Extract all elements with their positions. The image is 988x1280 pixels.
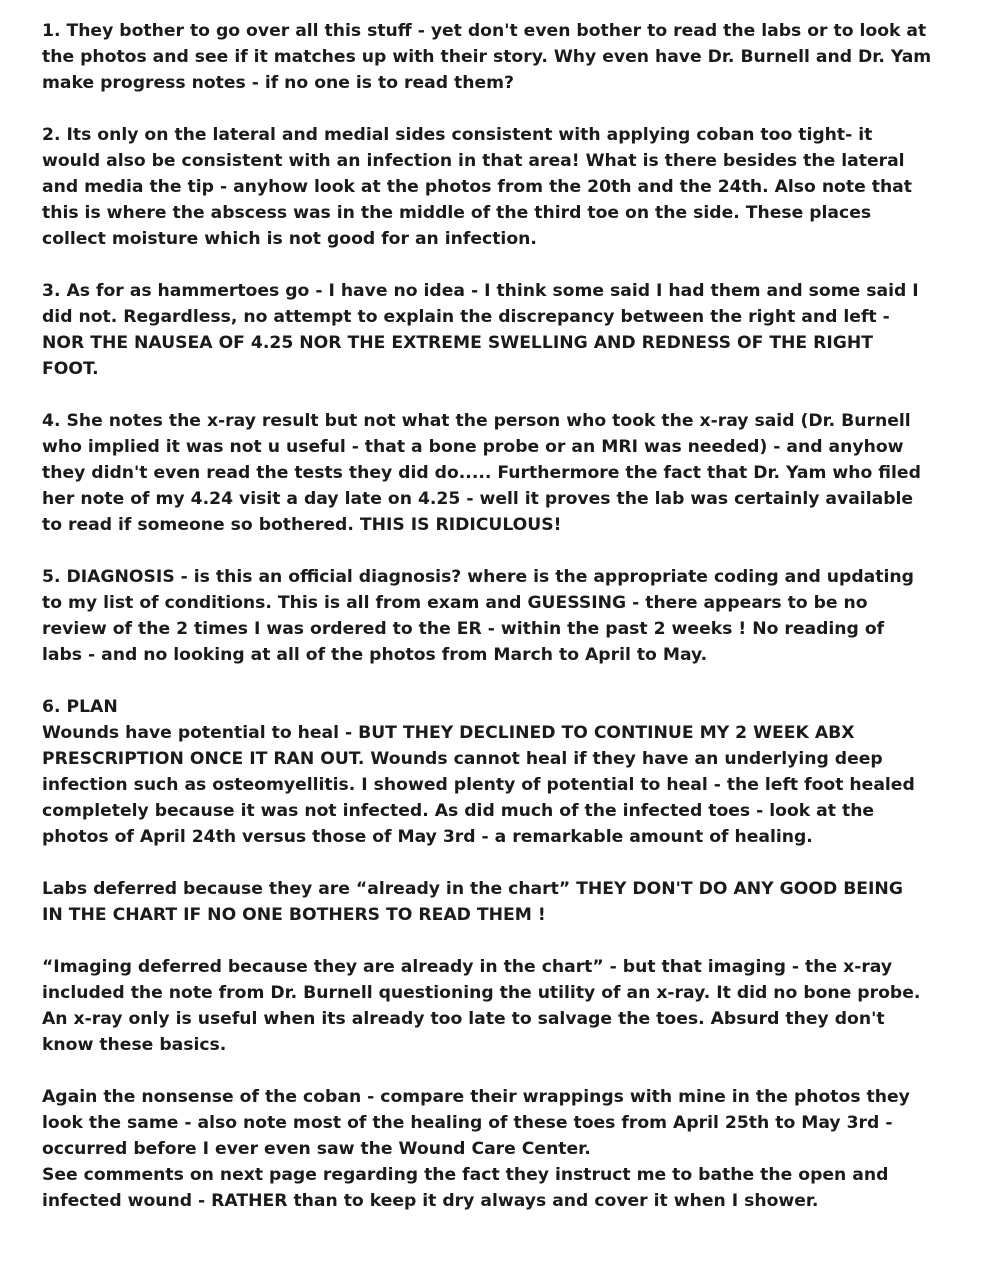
text-line: who implied it was not u useful - that a bone probe or an MRI was needed) - and anyhow [42,437,904,457]
text-line: infected wound - RATHER than to keep it dry always and cover it when I shower. [42,1191,819,1211]
text-line: occurred before I ever even saw the Wound Care Center. [42,1139,591,1159]
text-line: did not. Regardless, no attempt to explain the discrepancy between the right and left - [42,307,890,327]
document-page [42,18,972,1240]
text-line: See comments on next page regarding the fact they instruct me to bathe the open and [42,1165,889,1185]
text-line: make progress notes - if no one is to read them? [42,73,515,93]
text-line: and media the tip - anyhow look at the photos from the 20th and the 24th. Also note that [42,177,912,197]
text-line: completely because it was not infected. As did much of the infected toes - look at the [42,801,875,821]
text-line: 4. She notes the x-ray result but not what the person who took the x-ray said (Dr. Burnell [42,411,911,431]
text-line: would also be consistent with an infection in that area! What is there besides the lateral [42,151,905,171]
text-line: collect moisture which is not good for an infection. [42,229,537,249]
paragraph-3 [42,278,972,382]
text-line: 5. DIAGNOSIS - is this an official diagnosis? where is the appropriate coding and updating [42,567,914,587]
paragraph-labs-deferred [42,876,972,928]
text-line: her note of my 4.24 visit a day late on 4.25 - well it proves the lab was certainly available [42,489,914,509]
paragraph-imaging-deferred [42,954,972,1058]
text-line: they didn't even read the tests they did do..... Furthermore the fact that Dr. Yam who filed [42,463,921,483]
text-line: “Imaging deferred because they are already in the chart” - but that imaging - the x-ray [42,957,893,977]
section-heading: 6. PLAN [42,697,118,717]
paragraph-4 [42,408,972,538]
paragraph-6-plan [42,694,972,850]
text-line: Wounds have potential to heal - BUT THEY DECLINED TO CONTINUE MY 2 WEEK ABX [42,723,855,743]
text-line: PRESCRIPTION ONCE IT RAN OUT. Wounds cannot heal if they have an underlying deep [42,749,883,769]
text-line: look the same - also note most of the healing of these toes from April 25th to May 3rd - [42,1113,893,1133]
paragraph-5 [42,564,972,668]
text-line: labs - and no looking at all of the photos from March to April to May. [42,645,708,665]
paragraph-2 [42,122,972,252]
paragraph-coban [42,1084,972,1214]
text-line: An x-ray only is useful when its already too late to salvage the toes. Absurd they don't [42,1009,885,1029]
text-line: 3. As for as hammertoes go - I have no idea - I think some said I had them and some said I [42,281,919,301]
text-line: included the note from Dr. Burnell questioning the utility of an x-ray. It did no bone probe. [42,983,921,1003]
text-line: know these basics. [42,1035,227,1055]
text-line: infection such as osteomyellitis. I showed plenty of potential to heal - the left foot healed [42,775,915,795]
paragraph-1 [42,18,972,96]
text-line: 1. They bother to go over all this stuff - yet don't even bother to read the labs or to look at [42,21,927,41]
text-line: the photos and see if it matches up with their story. Why even have Dr. Burnell and Dr. Yam [42,47,932,67]
text-line: IN THE CHART IF NO ONE BOTHERS TO READ THEM ! [42,905,546,925]
text-line: review of the 2 times I was ordered to the ER - within the past 2 weeks ! No reading of [42,619,885,639]
text-line: 2. Its only on the lateral and medial sides consistent with applying coban too tight- it [42,125,873,145]
text-line: NOR THE NAUSEA OF 4.25 NOR THE EXTREME SWELLING AND REDNESS OF THE RIGHT [42,333,873,353]
text-line: this is where the abscess was in the middle of the third toe on the side. These places [42,203,872,223]
text-line: FOOT. [42,359,99,379]
text-line: Labs deferred because they are “already in the chart” THEY DON'T DO ANY GOOD BEING [42,879,903,899]
text-line: Again the nonsense of the coban - compare their wrappings with mine in the photos they [42,1087,910,1107]
text-line: to read if someone so bothered. THIS IS RIDICULOUS! [42,515,562,535]
text-line: photos of April 24th versus those of May 3rd - a remarkable amount of healing. [42,827,813,847]
text-line: to my list of conditions. This is all from exam and GUESSING - there appears to be no [42,593,868,613]
